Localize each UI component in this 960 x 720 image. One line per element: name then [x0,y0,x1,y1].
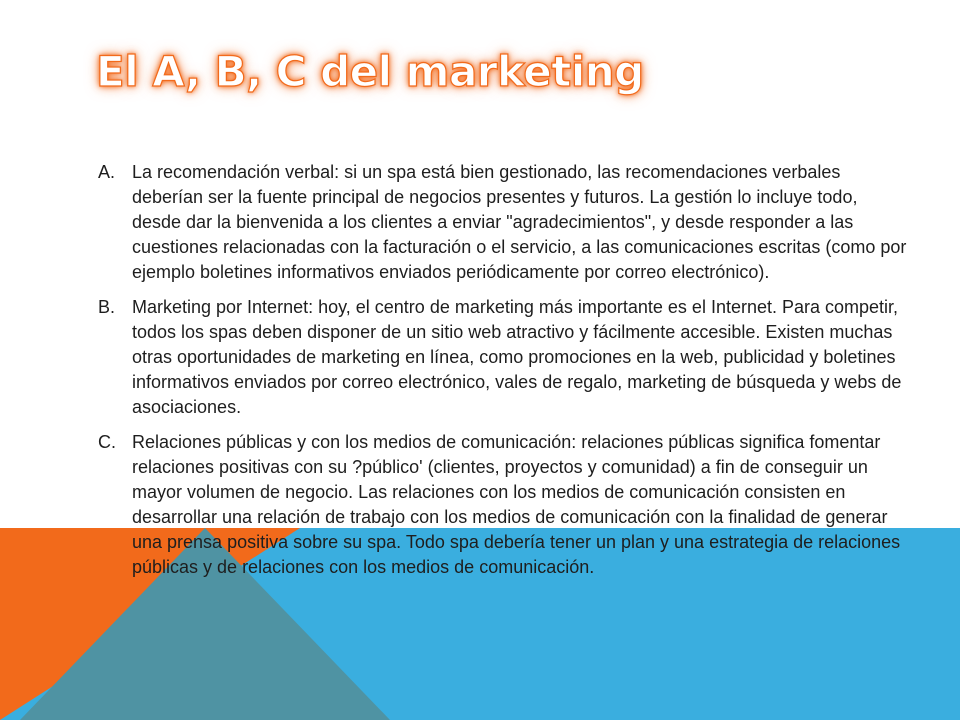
list-item-a [98,160,910,285]
marketing-list [98,160,910,590]
list-item-text: Marketing por Internet: hoy, el centro de marketing más importante es el Internet. Para competir, todos los spas deben disponer de un sitio web atractivo y fácilmente accesible. Existen muchas otras oportunidades de marketing en línea, como promociones en la web, publicidad y boletines informativos enviados por correo electrónico, vales de regalo, marketing de búsqueda y webs de asociaciones. [132,297,902,417]
slide-title: El A, B, C del marketing [96,47,644,96]
list-marker: C. [98,432,116,452]
list-item-text: Relaciones públicas y con los medios de comunicación: relaciones públicas significa fomentar relaciones positivas con su ?público' (clientes, proyectos y comunidad) a fin de conseguir un mayor volumen de negocio. Las relaciones con los medios de comunicación consisten en desarrollar una relación de trabajo con los medios de comunicación con la finalidad de generar una prensa positiva sobre su spa. Todo spa debería tener un plan y una estrategia de relaciones públicas y de relaciones con los medios de comunicación. [132,432,901,577]
list-item-b [98,295,910,420]
list-marker: A. [98,162,116,182]
list-marker: B. [98,297,116,317]
list-item-text: La recomendación verbal: si un spa está bien gestionado, las recomendaciones verbales deberían ser la fuente principal de negocios presentes y futuros. La gestión lo incluye todo, desde dar la bienvenida a los clientes a enviar "agradecimientos", y desde responder a las cuestiones relacionadas con la facturación o el servicio, a las comunicaciones escritas (como por ejemplo boletines informativos enviados periódicamente por correo electrónico). [132,162,907,282]
list-item-c [98,430,910,580]
